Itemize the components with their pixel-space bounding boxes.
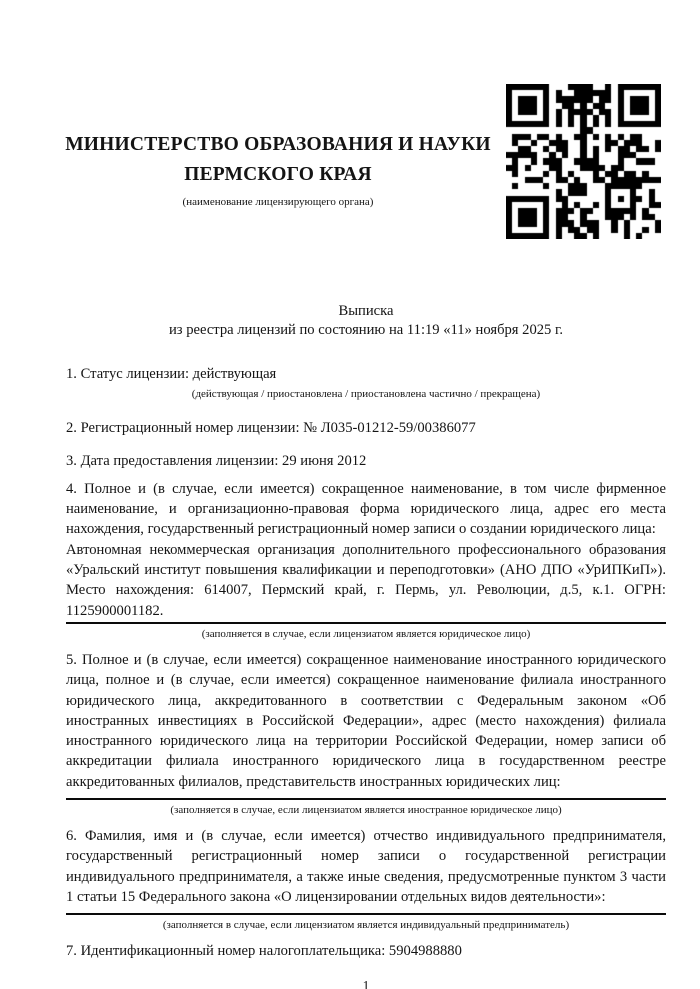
field-license-status xyxy=(66,364,666,401)
registration-number-text: 2. Регистрационный номер лицензии: № Л035-01212-59/00386077 xyxy=(66,420,476,437)
foreign-entity-question: 5. Полное и (в случае, если имеется) сокращенное наименование иностранного юридического лица, полное и (в случае, если имеется) сокращенное наименование филиала иностранного юридического лица, аккредитованного в соответствии с Федеральным законом «Об иностранных инвестициях в Российской Федерации», адрес (место нахождения) филиала иностранного юридического лица на территории Российской Федерации, номер записи об аккредитации филиала иностранного юридического лица в государственном реестре аккредитованных филиалов, представительств иностранных юридических лиц: xyxy=(66,651,666,790)
field-license-date xyxy=(66,451,666,471)
license-status-caption: (действующая / приостановлена / приостановлена частично / прекращена) xyxy=(191,388,541,401)
licensing-authority-caption: (наименование лицензирующего органа) xyxy=(182,196,374,208)
title-line2: из реестра лицензий по состоянию на 11:19 «11» ноября 2025 г. xyxy=(168,321,563,338)
legal-entity-answer: Автономная некоммерческая организация дополнительного профессионального образования «Уральский институт повышения квалификации и переподготовки» (АНО ДПО «УрИПКиП»). Место нахождения: 614007, Пермский край, г. Пермь, ул. Революции, д.5, к.1. ОГРН: 1125900001182. xyxy=(66,541,666,619)
field-legal-entity xyxy=(66,479,666,641)
license-date-text: 3. Дата предоставления лицензии: 29 июня 2012 xyxy=(66,452,367,469)
legal-entity-caption: (заполняется в случае, если лицензиатом является юридическое лицо) xyxy=(201,627,531,640)
title-line1: Выписка xyxy=(338,303,394,319)
document-body xyxy=(66,364,666,989)
foreign-entity-caption: (заполняется в случае, если лицензиатом является иностранное юридическое лицо) xyxy=(170,804,562,817)
ministry-name-line2: ПЕРМСКОГО КРАЯ xyxy=(184,164,372,185)
field-individual-entrepreneur xyxy=(66,826,666,932)
legal-entity-question: 4. Полное и (в случае, если имеется) сокращенное наименование, в том числе фирменное наименование, и организационно-правовая форма юридического лица, адрес его места нахождения, государственный регистрационный номер записи о создании юридического лица: xyxy=(66,480,666,538)
qr-code-icon xyxy=(506,84,661,239)
individual-entrepreneur-question: 6. Фамилия, имя и (в случае, если имеется) отчество индивидуального предпринимателя, государственный регистрационный номер записи о государственной регистрации индивидуального предпринимателя, а также иные сведения, предусмотренные пунктом 3 части 1 статьи 15 Федерального закона «О лицензировании отдельных видов деятельности»: xyxy=(66,828,666,905)
license-status-text: 1. Статус лицензии: действующая xyxy=(66,366,277,382)
individual-entrepreneur-caption: (заполняется в случае, если лицензиатом является индивидуальный предприниматель) xyxy=(162,919,570,932)
document-title xyxy=(66,302,666,339)
licensing-authority-header xyxy=(56,130,500,209)
field-foreign-entity xyxy=(66,650,666,817)
ministry-name-line1: МИНИСТЕРСТВО ОБРАЗОВАНИЯ И НАУКИ xyxy=(65,134,491,155)
field-registration-number xyxy=(66,418,666,438)
taxpayer-number-text: 7. Идентификационный номер налогоплательщика: 5904988880 xyxy=(66,943,462,960)
field-taxpayer-number xyxy=(66,941,666,961)
page-number: 1 xyxy=(362,977,370,989)
